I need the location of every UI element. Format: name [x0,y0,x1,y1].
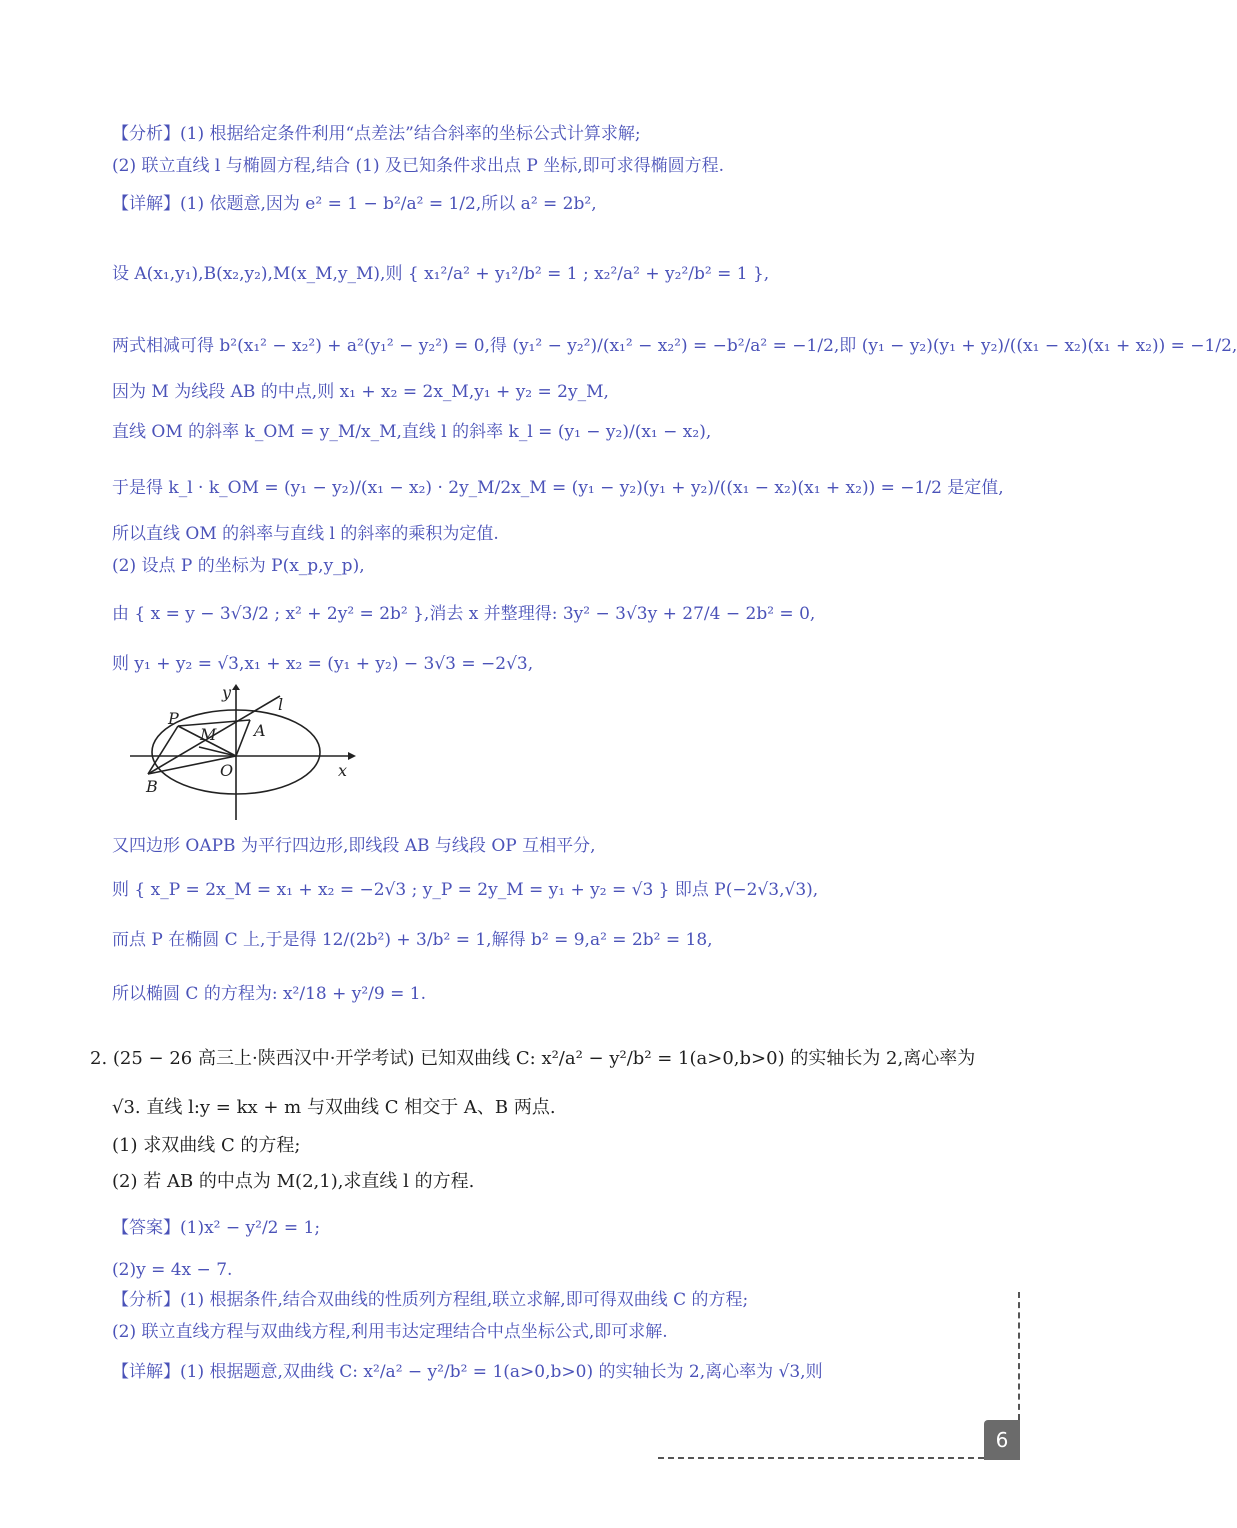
dashed-border-horizontal [658,1457,984,1459]
detail-line-13: 而点 P 在椭圆 C 上,于是得 12/(2b²) + 3/b² = 1,解得 b² = 9,a² = 2b² = 18, [112,930,713,950]
label-A: A [254,721,266,740]
analysis-q2-line-2: (2) 联立直线方程与双曲线方程,利用韦达定理结合中点坐标公式,即可求解. [112,1322,668,1342]
dashed-border-vertical [1018,1292,1020,1420]
analysis-line-2: (2) 联立直线 l 与椭圆方程,结合 (1) 及已知条件求出点 P 坐标,即可求得椭圆方程. [112,156,725,176]
detail-line-8: (2) 设点 P 的坐标为 P(x_p,y_p), [112,556,365,576]
label-x: x [338,761,348,780]
y-axis-arrow [232,684,240,690]
ellipse-diagram [122,684,362,824]
label-O: O [220,761,234,780]
label-l: l [278,695,284,714]
detail-line-2: 设 A(x₁,y₁),B(x₂,y₂),M(x_M,y_M),则 { x₁²/a² + y₁²/b² = 1 ; x₂²/a² + y₂²/b² = 1 }, [112,264,770,284]
question-part-2: (2) 若 AB 的中点为 M(2,1),求直线 l 的方程. [112,1171,475,1192]
detail-line-10: 则 y₁ + y₂ = √3,x₁ + x₂ = (y₁ + y₂) − 3√3 = −2√3, [112,654,534,674]
question-stem: 2. (25 − 26 高三上·陕西汉中·开学考试) 已知双曲线 C: x²/a² − y²/b² = 1(a>0,b>0) 的实轴长为 2,离心率为 [90,1048,976,1069]
label-y: y [222,683,232,702]
detail-line-3: 两式相减可得 b²(x₁² − x₂²) + a²(y₁² − y₂²) = 0,得 (y₁² − y₂²)/(x₁² − x₂²) = −b²/a² = −1/2,即 (y₁ − y₂)(y₁ + y₂)/((x₁ − x₂)(x₁ + x₂)) = −1/2, [112,336,1237,356]
segment-OM [199,747,236,756]
detail-line-14: 所以椭圆 C 的方程为: x²/18 + y²/9 = 1. [112,984,426,1004]
detail-line-12: 则 { x_P = 2x_M = x₁ + x₂ = −2√3 ; y_P = 2y_M = y₁ + y₂ = √3 } 即点 P(−2√3,√3), [112,880,819,900]
detail-q2-line-1: 【详解】(1) 根据题意,双曲线 C: x²/a² − y²/b² = 1(a>0,b>0) 的实轴长为 2,离心率为 √3,则 [112,1362,823,1382]
detail-line-5: 直线 OM 的斜率 k_OM = y_M/x_M,直线 l 的斜率 k_l = (y₁ − y₂)/(x₁ − x₂), [112,422,712,442]
question-part-1: (1) 求双曲线 C 的方程; [112,1135,301,1156]
detail-line-7: 所以直线 OM 的斜率与直线 l 的斜率的乘积为定值. [112,524,499,544]
detail-line-11: 又四边形 OAPB 为平行四边形,即线段 AB 与线段 OP 互相平分, [112,836,596,856]
analysis-line: 【分析】(1) 根据给定条件利用“点差法”结合斜率的坐标公式计算求解; [112,124,641,144]
question-stem-2: √3. 直线 l:y = kx + m 与双曲线 C 相交于 A、B 两点. [112,1097,556,1118]
label-M: M [200,725,217,744]
detail-line-1: 【详解】(1) 依题意,因为 e² = 1 − b²/a² = 1/2,所以 a² = 2b², [112,194,597,214]
label-P: P [168,709,179,728]
segment-OA [236,720,250,756]
page-number: 6 [984,1420,1020,1460]
answer-line-1: 【答案】(1)x² − y²/2 = 1; [112,1218,321,1238]
detail-line-6: 于是得 k_l · k_OM = (y₁ − y₂)/(x₁ − x₂) · 2y_M/2x_M = (y₁ − y₂)(y₁ + y₂)/((x₁ − x₂)(x₁ + x₂)) = −1/2 是定值, [112,478,1004,498]
detail-line-9: 由 { x = y − 3√3/2 ; x² + 2y² = 2b² },消去 x 并整理得: 3y² − 3√3y + 27/4 − 2b² = 0, [112,604,816,624]
label-B: B [146,777,158,796]
x-axis-arrow [348,752,356,760]
detail-line-4: 因为 M 为线段 AB 的中点,则 x₁ + x₂ = 2x_M,y₁ + y₂ = 2y_M, [112,382,609,402]
analysis-q2-line-1: 【分析】(1) 根据条件,结合双曲线的性质列方程组,联立求解,即可得双曲线 C 的方程; [112,1290,749,1310]
answer-line-2: (2)y = 4x − 7. [112,1260,233,1280]
